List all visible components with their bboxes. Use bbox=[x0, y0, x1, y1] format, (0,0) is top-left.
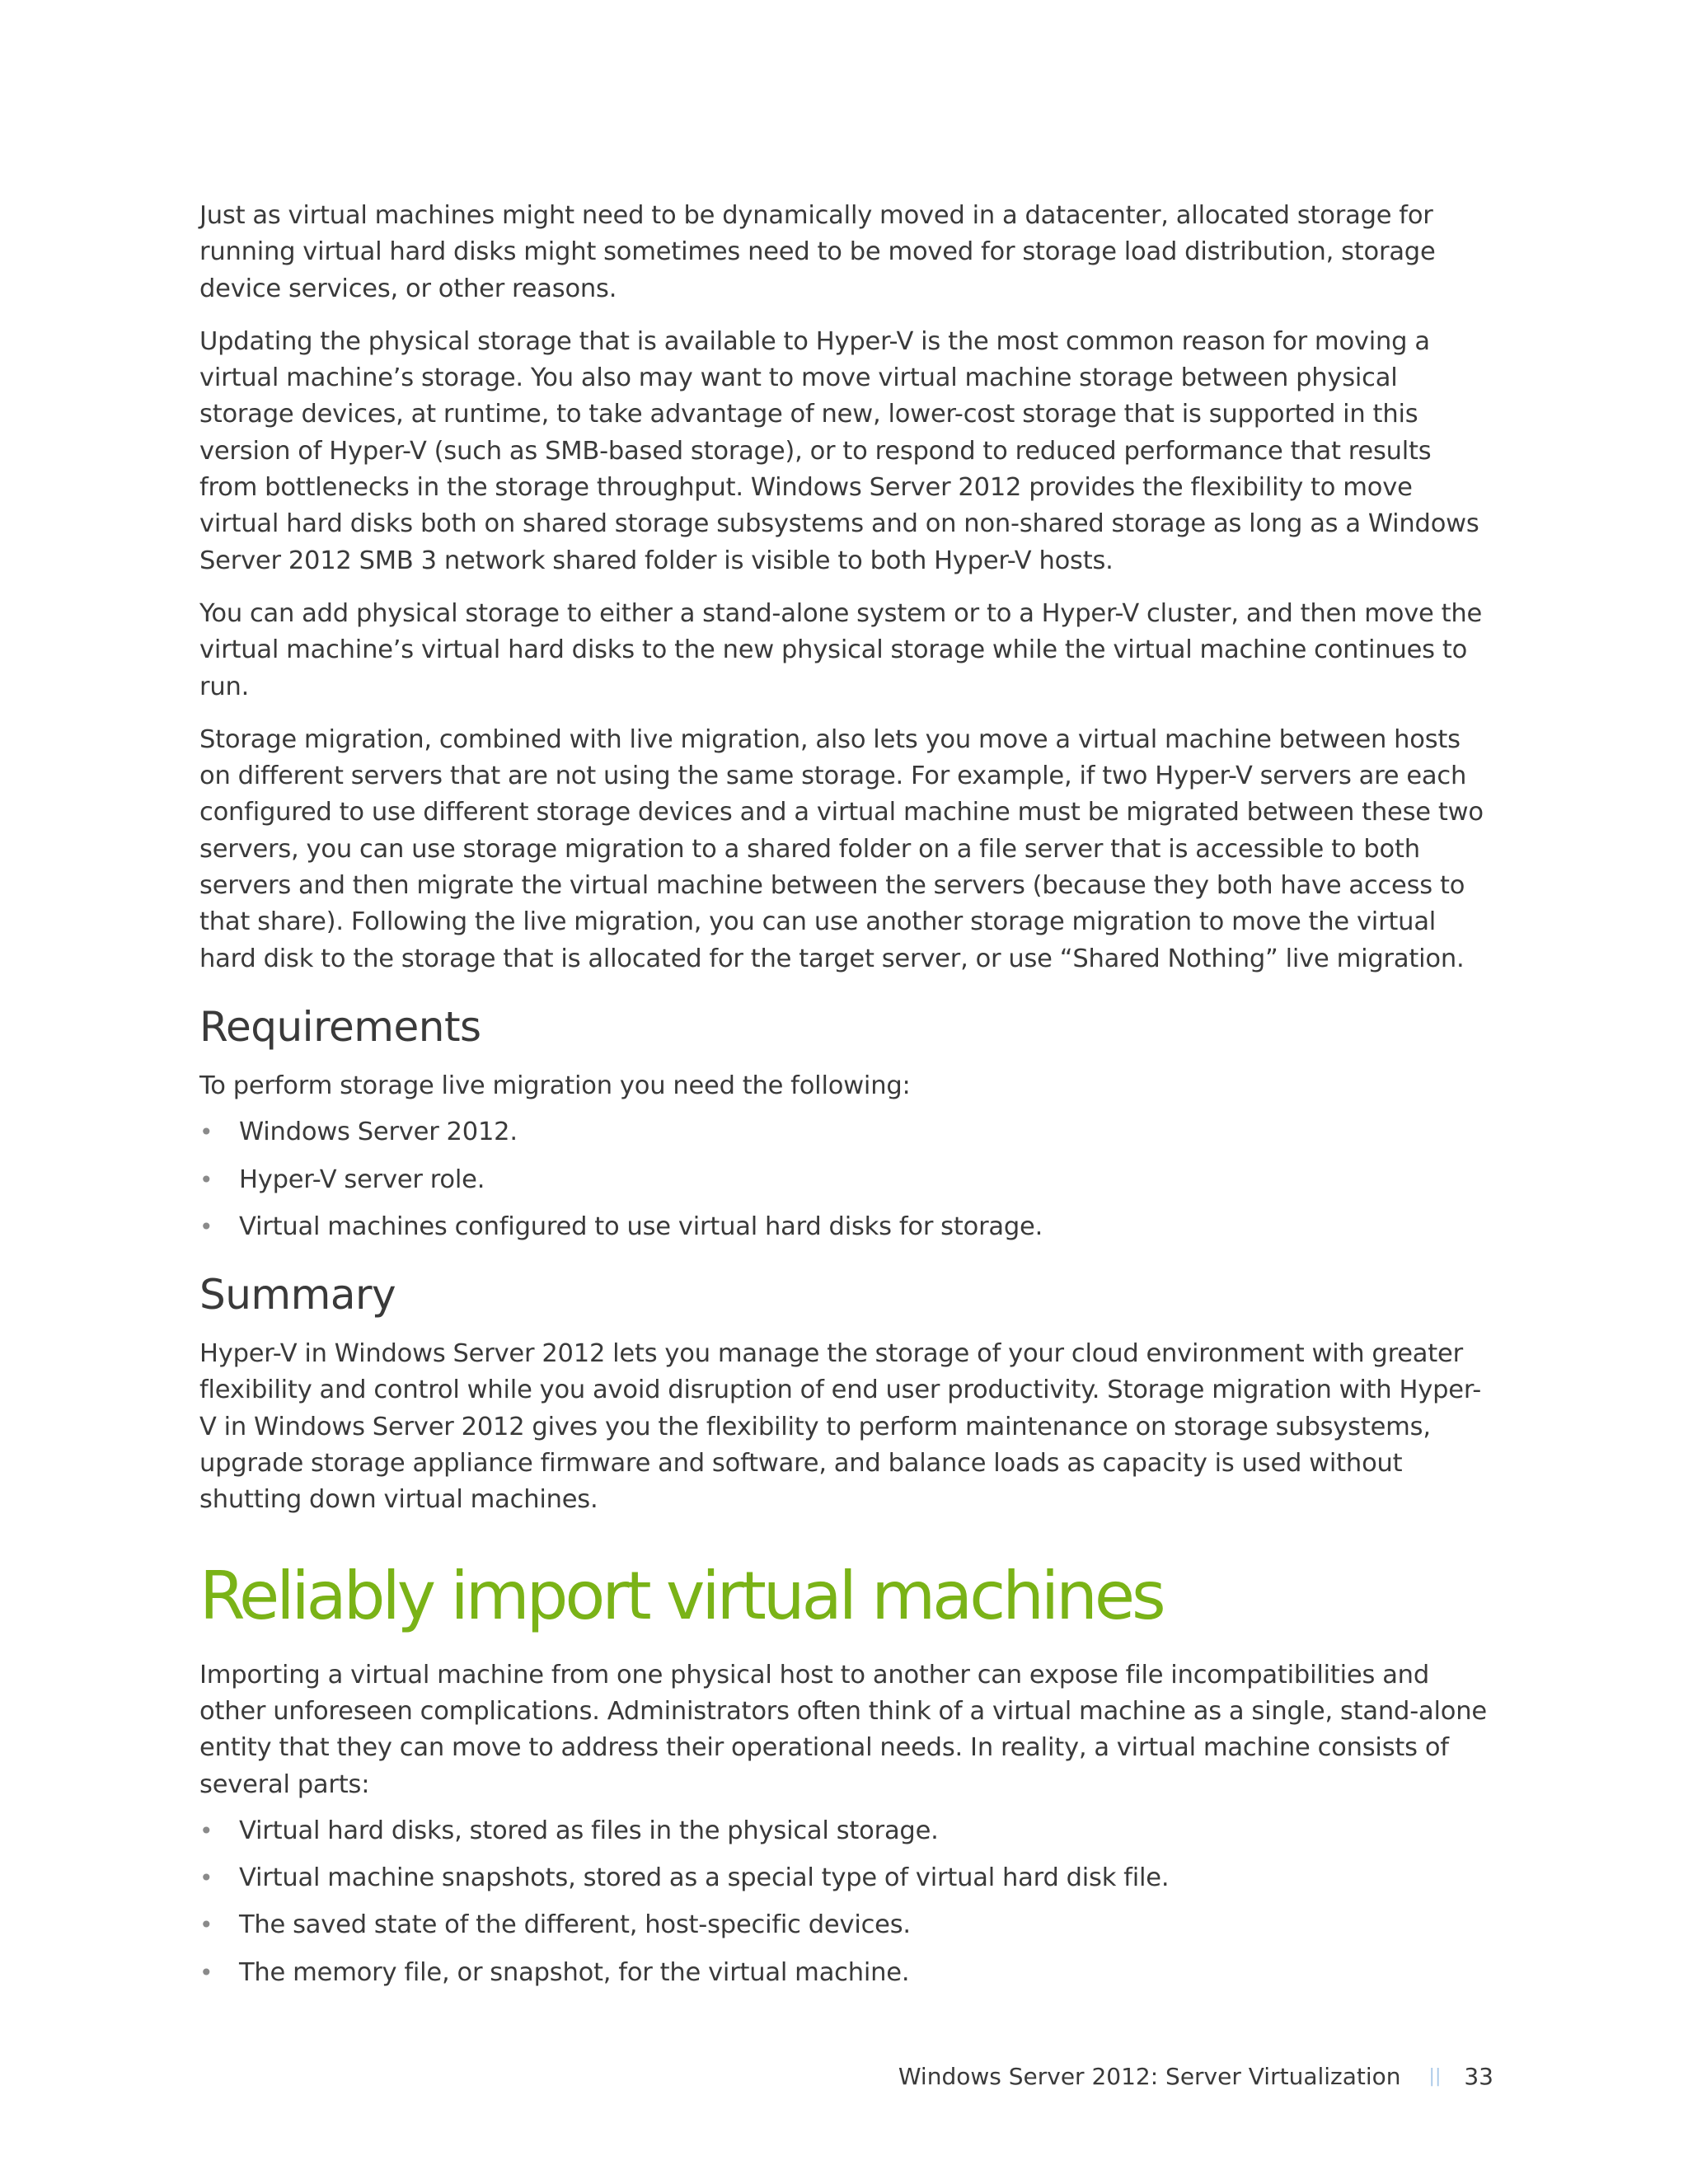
list-item-text: The saved state of the different, host-specific devices. bbox=[239, 1910, 911, 1940]
bullet-icon: • bbox=[199, 1165, 213, 1193]
intro-paragraph: Just as virtual machines might need to be dynamically moved in a datacenter, allocated storage for running virtual hard disks might sometimes need to be moved for storage load distribution, storage device services, or other reasons. bbox=[199, 201, 1436, 303]
list-item bbox=[199, 1209, 1493, 1245]
list-item bbox=[199, 1813, 1493, 1849]
requirements-heading: Requirements bbox=[199, 1002, 481, 1051]
list-item-text: Virtual machines configured to use virtual hard disks for storage. bbox=[239, 1212, 1043, 1241]
requirements-intro: To perform storage live migration you need the following: bbox=[199, 1071, 911, 1100]
requirements-list bbox=[199, 1114, 1493, 1245]
intro-paragraph: Updating the physical storage that is available to Hyper-V is the most common reason for moving a virtual machine’s storage. You also may want to move virtual machine storage between physical storage devices, at runtime, to take advantage of new, lower-cost storage that is supported in this version of Hyper-V (such as SMB-based storage), or to respond to reduced performance that results from bottlenecks in the storage throughput. Windows Server 2012 provides the flexibility to move virtual hard disks both on shared storage subsystems and on non-shared storage as long as a Windows Server 2012 SMB 3 network shared folder is visible to both Hyper-V hosts. bbox=[199, 326, 1479, 575]
list-item bbox=[199, 1114, 1493, 1151]
page-number: 33 bbox=[1464, 2063, 1493, 2090]
intro-paragraph: Storage migration, combined with live migration, also lets you move a virtual machine between hosts on different servers that are not using the same storage. For example, if two Hyper-V servers are each configured to use different storage devices and a virtual machine must be migrated between these two servers, you can use storage migration to a shared folder on a file server that is accessible to both servers and then migrate the virtual machine between the servers (because they both have access to that share). Following the live migration, you can use another storage migration to move the virtual hard disk to the storage that is allocated for the target server, or use “Shared Nothing” live migration. bbox=[199, 724, 1484, 973]
list-item bbox=[199, 1907, 1493, 1943]
footer-title: Windows Server 2012: Server Virtualization bbox=[898, 2063, 1401, 2090]
summary-heading: Summary bbox=[199, 1271, 396, 1319]
list-item-text: The memory file, or snapshot, for the virtual machine. bbox=[239, 1957, 910, 1987]
page-content bbox=[199, 198, 1493, 2008]
list-item-text: Virtual hard disks, stored as files in the physical storage. bbox=[239, 1816, 939, 1845]
intro-paragraph: You can add physical storage to either a stand-alone system or to a Hyper-V cluster, and then move the virtual machine’s virtual hard disks to the new physical storage while the virtual machine continues to run. bbox=[199, 598, 1483, 701]
footer-divider: || bbox=[1428, 2066, 1442, 2087]
list-item bbox=[199, 1860, 1493, 1896]
import-parts-list bbox=[199, 1813, 1493, 1991]
bullet-icon: • bbox=[199, 1816, 213, 1844]
bullet-icon: • bbox=[199, 1911, 213, 1939]
import-intro: Importing a virtual machine from one physical host to another can expose file incompatibilities and other unforeseen complications. Administrators often think of a virtual machine as a single, stand-alone entity that they can move to address their operational needs. In reality, a virtual machine consists of several parts: bbox=[199, 1660, 1487, 1799]
bullet-icon: • bbox=[199, 1958, 213, 1986]
bullet-icon: • bbox=[199, 1864, 213, 1892]
summary-paragraph: Hyper-V in Windows Server 2012 lets you manage the storage of your cloud environment with greater flexibility and control while you avoid disruption of end user productivity. Storage migration with Hyper-V in Windows Server 2012 gives you the flexibility to perform maintenance on storage subsystems, upgrade storage appliance firmware and software, and balance loads as capacity is used without shutting down virtual machines. bbox=[199, 1339, 1482, 1515]
list-item-text: Hyper-V server role. bbox=[239, 1165, 485, 1194]
bullet-icon: • bbox=[199, 1118, 213, 1146]
list-item-text: Virtual machine snapshots, stored as a special type of virtual hard disk file. bbox=[239, 1863, 1170, 1893]
page-footer bbox=[898, 2060, 1493, 2093]
list-item bbox=[199, 1955, 1493, 1991]
section-title: Reliably import virtual machines bbox=[199, 1557, 1163, 1634]
list-item bbox=[199, 1162, 1493, 1198]
bullet-icon: • bbox=[199, 1212, 213, 1240]
list-item-text: Windows Server 2012. bbox=[239, 1118, 518, 1147]
